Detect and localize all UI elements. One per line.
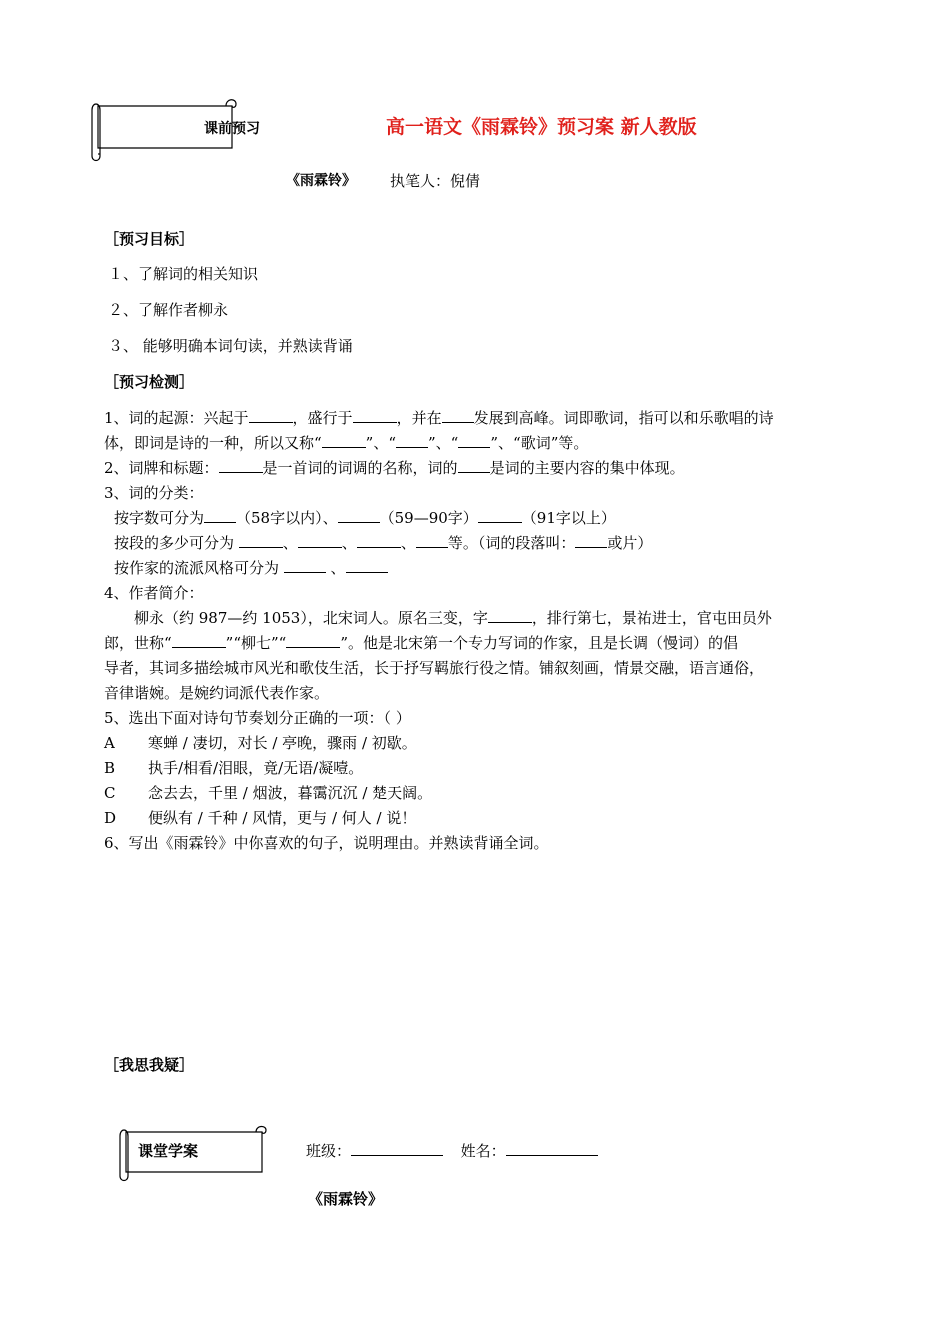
blank [298, 533, 342, 548]
author-line: 执笔人：倪倩 [390, 172, 481, 190]
question-text: 、 [341, 534, 357, 552]
option-a [104, 732, 417, 753]
option-text: 执手/相看/泪眼，竟/无语/凝噎。 [148, 759, 364, 777]
question-text: （58字以内）、 [236, 509, 338, 527]
goal-item: ２、了解作者柳永 [108, 301, 229, 319]
goals-heading: ［预习目标］ [104, 230, 195, 248]
class-field [306, 1140, 598, 1161]
blank [322, 433, 366, 448]
bio-text: ”“柳七”“ [225, 634, 287, 652]
question-text: ”、“ [428, 434, 459, 452]
author-bio-line-3: 导者，其词多描绘城市风光和歌伎生活，长于抒写羁旅行役之情。铺叙刻画，情景交融，语言通俗， [104, 659, 765, 677]
scroll-banner-classroom [112, 1124, 268, 1184]
blank [396, 433, 428, 448]
blank [416, 533, 448, 548]
reflect-heading: ［我思我疑］ [104, 1056, 195, 1074]
question-text: 是一首词的词调的名称，词的 [262, 459, 458, 477]
goal-item: ３、 能够明确本词句读，并熟读背诵 [108, 337, 353, 355]
question-text: 或片） [607, 534, 653, 552]
blank [575, 533, 607, 548]
bio-text: 郎，世称“ [104, 634, 172, 652]
question-1-line-1 [104, 407, 774, 428]
option-c [104, 782, 432, 803]
question-3-by-school [114, 557, 388, 578]
author-bio-line-2 [104, 632, 738, 653]
question-3: 3、词的分类： [104, 484, 204, 502]
question-text: ，盛行于 [292, 409, 353, 427]
option-b [104, 757, 363, 778]
blank [172, 633, 226, 648]
blank [346, 558, 388, 573]
option-d [104, 807, 416, 828]
question-text: 按段的多少可分为 [114, 534, 239, 552]
question-text: 2、词牌和标题： [104, 459, 219, 477]
check-heading: ［预习检测］ [104, 373, 195, 391]
name-label: 姓名： [460, 1142, 506, 1160]
blank [286, 633, 340, 648]
question-4: 4、作者简介： [104, 584, 204, 602]
blank [357, 533, 401, 548]
blank [488, 608, 532, 623]
question-3-by-length [114, 507, 616, 528]
blank [442, 408, 474, 423]
question-text: ”、“ [365, 434, 397, 452]
question-text: 、 [400, 534, 416, 552]
name-input[interactable] [506, 1141, 598, 1156]
author-bio-line-4: 音律谐婉。是婉约词派代表作家。 [104, 684, 330, 702]
class-label: 班级： [306, 1142, 352, 1160]
option-text: 念去去，千里 / 烟波，暮霭沉沉 / 楚天阔。 [148, 784, 433, 802]
page-title: 高一语文《雨霖铃》预习案 新人教版 [386, 116, 697, 138]
bio-text: 柳永（约 987—约 1053），北宋词人。原名三变，字 [134, 609, 488, 627]
question-text: 按作家的流派风格可分为 [114, 559, 284, 577]
question-text: 等。（词的段落叫： [447, 534, 576, 552]
option-text: 便纵有 / 千种 / 风情，更与 / 何人 / 说！ [148, 809, 417, 827]
goal-item: １、了解词的相关知识 [108, 265, 259, 283]
blank [478, 508, 522, 523]
classroom-poem-title: 《雨霖铃》 [308, 1190, 384, 1208]
bio-text: ”。他是北宋第一个专力写词的作家，且是长调（慢词）的倡 [340, 634, 739, 652]
question-text: ，并在 [396, 409, 442, 427]
question-text: 1、词的起源：兴起于 [104, 409, 249, 427]
bio-text: ，排行第七，景祐进士，官屯田员外 [531, 609, 772, 627]
option-text: 寒蝉 / 凄切，对长 / 亭晚，骤雨 / 初歇。 [148, 734, 417, 752]
question-text: （59—90字） [379, 509, 478, 527]
class-input[interactable] [351, 1141, 443, 1156]
blank [458, 433, 490, 448]
blank [249, 408, 293, 423]
scroll-label: 课堂学案 [138, 1142, 199, 1160]
question-3-by-sections [114, 532, 652, 553]
poem-title: 《雨霖铃》 [286, 173, 356, 189]
blank [338, 508, 380, 523]
blank [239, 533, 283, 548]
question-2 [104, 457, 685, 478]
question-5: 5、选出下面对诗句节奏划分正确的一项：（ ） [104, 709, 411, 727]
question-text: 、 [282, 534, 298, 552]
question-text: 、 [325, 559, 346, 577]
question-text: 是词的主要内容的集中体现。 [489, 459, 685, 477]
question-text: 发展到高峰。词即歌词，指可以和乐歌唱的诗 [473, 409, 774, 427]
question-text: 体，即词是诗的一种，所以又称“ [104, 434, 322, 452]
author-bio-line-1 [134, 607, 772, 628]
option-letter: C [104, 784, 116, 802]
option-letter: D [104, 809, 117, 827]
option-letter: A [104, 734, 115, 752]
scroll-banner-preview [84, 96, 260, 164]
question-6: 6、写出《雨霖铃》中你喜欢的句子，说明理由。并熟读背诵全词。 [104, 834, 549, 852]
blank [284, 558, 326, 573]
scroll-label: 课前预习 [204, 121, 260, 137]
question-1-line-2 [104, 432, 588, 453]
blank [204, 508, 236, 523]
option-letter: B [104, 759, 116, 777]
blank [219, 458, 263, 473]
blank [458, 458, 490, 473]
question-text: 按字数可分为 [114, 509, 205, 527]
question-text: ”、“歌词”等。 [490, 434, 589, 452]
blank [353, 408, 397, 423]
question-text: （91字以上） [521, 509, 616, 527]
